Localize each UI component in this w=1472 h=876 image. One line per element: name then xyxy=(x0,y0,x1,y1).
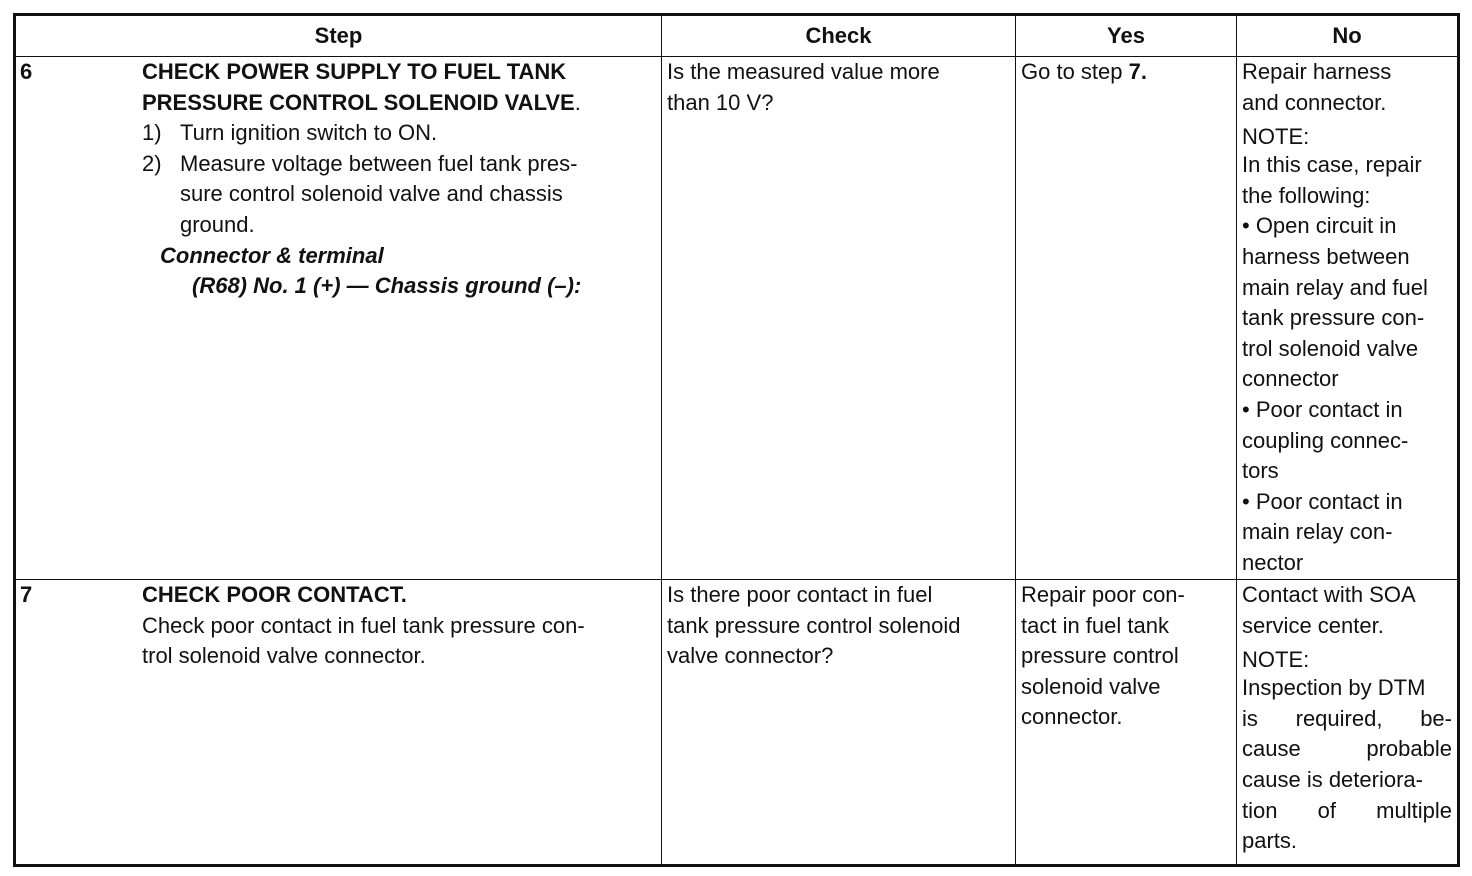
yes-cell: Repair poor con- tact in fuel tank pressure control solenoid valve connector. xyxy=(1016,580,1237,866)
step-body: CHECK POOR CONTACT. Check poor contact in fuel tank pressure con- trol solenoid valve connector. xyxy=(142,580,656,672)
check-cell: Is the measured value more than 10 V? xyxy=(662,57,1016,580)
header-no: No xyxy=(1237,15,1459,57)
step-number: 7 xyxy=(20,582,33,607)
no-cell: Repair harness and connector. NOTE: In this case, repair the following: • Open circuit in harness between main relay and fuel tank pressure con- trol solenoid valve connector • Poor contact in coupling connec- tors • Poor contact in main relay con- nector xyxy=(1237,57,1459,580)
bullet-item: • Poor contact in main relay con- nector xyxy=(1242,488,1403,575)
connector-detail: (R68) No. 1 (+) — Chassis ground (–): xyxy=(192,273,582,299)
header-step: Step xyxy=(15,15,662,57)
connector-title: Connector & terminal xyxy=(160,242,384,268)
procedure-step: 1) Turn ignition switch to ON. xyxy=(142,120,438,146)
header-yes: Yes xyxy=(1016,15,1237,57)
step-cell xyxy=(15,57,662,580)
step-title-line: CHECK POWER SUPPLY TO FUEL TANK xyxy=(142,59,567,84)
table-row xyxy=(15,580,1459,866)
step-cell xyxy=(15,580,662,866)
header-row xyxy=(15,15,1459,57)
step-title-line: PRESSURE CONTROL SOLENOID VALVE. xyxy=(142,89,581,115)
note-label: NOTE: xyxy=(1242,124,1310,150)
no-cell: Contact with SOA service center. NOTE: Inspection by DTM is required, be- cause probable cause is deteriora- tion of multiple parts. xyxy=(1237,580,1459,866)
note-label: NOTE: xyxy=(1242,647,1310,673)
bullet-item: • Poor contact in coupling connec- tors xyxy=(1242,396,1409,484)
table-row xyxy=(15,57,1459,580)
check-cell: Is there poor contact in fuel tank pressure control solenoid valve connector? xyxy=(662,580,1016,866)
procedure-step: 2) Measure voltage between fuel tank pres- sure control solenoid valve and chassis ground. xyxy=(142,150,578,237)
yes-cell: Go to step 7. xyxy=(1016,57,1237,580)
header-check: Check xyxy=(662,15,1016,57)
diagnostic-table xyxy=(13,13,1460,867)
bullet-item: • Open circuit in harness between main relay and fuel tank pressure con- trol solenoid valve connector xyxy=(1242,213,1428,392)
step-number: 6 xyxy=(20,59,33,84)
step-body xyxy=(142,57,656,302)
step-title-line: CHECK POOR CONTACT. xyxy=(142,582,407,607)
step-link: 7 xyxy=(1128,59,1141,84)
